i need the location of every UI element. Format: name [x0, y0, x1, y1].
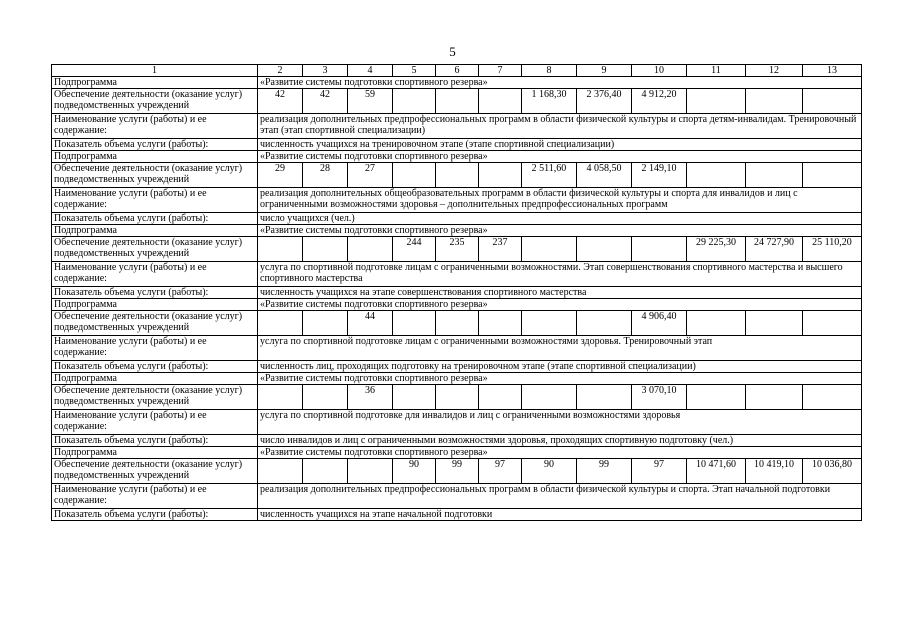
- volume-row: [52, 509, 862, 521]
- value-cell: [803, 163, 862, 188]
- service-label: Наименование услуги (работы) и ее содержание:: [52, 262, 258, 287]
- service-label: Наименование услуги (работы) и ее содержание:: [52, 336, 258, 361]
- volume-label: Показатель объема услуги (работы):: [52, 509, 258, 521]
- header-cell: 6: [436, 65, 479, 77]
- activity-label: Обеспечение деятельности (оказание услуг) подведомственных учреждений: [52, 385, 258, 410]
- value-cell: [746, 385, 803, 410]
- service-value: услуга по спортивной подготовке лицам с ограниченными возможностями здоровья. Тренировочный этап: [258, 336, 862, 361]
- program-table: [51, 64, 862, 521]
- service-value: реализация дополнительных общеобразовательных программ в области физической культуры и спорта для инвалидов и лиц с ограниченными возможностями здоровья – дополнительных предпрофессиональных программ: [258, 188, 862, 213]
- value-cell: 4 058,50: [577, 163, 632, 188]
- value-cell: [258, 385, 303, 410]
- volume-label: Показатель объема услуги (работы):: [52, 361, 258, 373]
- volume-row: [52, 213, 862, 225]
- value-cell: [393, 163, 436, 188]
- value-cell: 4 912,20: [632, 89, 687, 114]
- subprogram-row: [52, 77, 862, 89]
- subprogram-row: [52, 151, 862, 163]
- value-cell: 24 727,90: [746, 237, 803, 262]
- value-cell: 237: [479, 237, 522, 262]
- value-cell: [436, 385, 479, 410]
- header-cell: 2: [258, 65, 303, 77]
- value-cell: [803, 311, 862, 336]
- header-cell: 13: [803, 65, 862, 77]
- service-row: [52, 188, 862, 213]
- activity-label: Обеспечение деятельности (оказание услуг) подведомственных учреждений: [52, 237, 258, 262]
- value-cell: 4 906,40: [632, 311, 687, 336]
- activity-label: Обеспечение деятельности (оказание услуг) подведомственных учреждений: [52, 459, 258, 484]
- value-cell: [258, 311, 303, 336]
- value-cell: 97: [632, 459, 687, 484]
- value-cell: 90: [522, 459, 577, 484]
- subprogram-value: «Развитие системы подготовки спортивного резерва»: [258, 225, 862, 237]
- value-cell: 235: [436, 237, 479, 262]
- subprogram-row: [52, 225, 862, 237]
- value-cell: 29 225,30: [687, 237, 746, 262]
- subprogram-value: «Развитие системы подготовки спортивного резерва»: [258, 299, 862, 311]
- value-cell: [479, 163, 522, 188]
- page-number: 5: [449, 44, 456, 59]
- header-cell: 1: [52, 65, 258, 77]
- activity-row: [52, 311, 862, 336]
- header-cell: 5: [393, 65, 436, 77]
- service-row: [52, 484, 862, 509]
- service-row: [52, 114, 862, 139]
- service-value: услуга по спортивной подготовке лицам с ограниченными возможностями. Этап совершенствования спортивного мастерства и высшего спортивного мастерства: [258, 262, 862, 287]
- value-cell: 10 036,80: [803, 459, 862, 484]
- header-cell: 12: [746, 65, 803, 77]
- value-cell: [303, 311, 348, 336]
- value-cell: [393, 89, 436, 114]
- header-cell: 8: [522, 65, 577, 77]
- value-cell: [687, 311, 746, 336]
- service-row: [52, 336, 862, 361]
- volume-value: число инвалидов и лиц с ограниченными возможностями здоровья, проходящих спортивную подготовку (чел.): [258, 435, 862, 447]
- value-cell: 29: [258, 163, 303, 188]
- value-cell: 44: [348, 311, 393, 336]
- service-label: Наименование услуги (работы) и ее содержание:: [52, 188, 258, 213]
- value-cell: [258, 237, 303, 262]
- value-cell: [522, 385, 577, 410]
- volume-row: [52, 435, 862, 447]
- activity-row: [52, 237, 862, 262]
- subprogram-value: «Развитие системы подготовки спортивного резерва»: [258, 373, 862, 385]
- header-row: [52, 65, 862, 77]
- value-cell: [258, 459, 303, 484]
- value-cell: 28: [303, 163, 348, 188]
- volume-value: численность учащихся на этапе начальной подготовки: [258, 509, 862, 521]
- value-cell: [348, 459, 393, 484]
- header-cell: 10: [632, 65, 687, 77]
- value-cell: [348, 237, 393, 262]
- value-cell: 10 419,10: [746, 459, 803, 484]
- value-cell: 244: [393, 237, 436, 262]
- subprogram-label: Подпрограмма: [52, 373, 258, 385]
- value-cell: [393, 385, 436, 410]
- volume-row: [52, 287, 862, 299]
- value-cell: 2 376,40: [577, 89, 632, 114]
- value-cell: [436, 89, 479, 114]
- value-cell: [746, 163, 803, 188]
- volume-label: Показатель объема услуги (работы):: [52, 287, 258, 299]
- value-cell: 27: [348, 163, 393, 188]
- header-cell: 3: [303, 65, 348, 77]
- value-cell: [522, 237, 577, 262]
- subprogram-row: [52, 299, 862, 311]
- value-cell: [577, 385, 632, 410]
- service-row: [52, 410, 862, 435]
- subprogram-value: «Развитие системы подготовки спортивного резерва»: [258, 447, 862, 459]
- header-cell: 9: [577, 65, 632, 77]
- value-cell: 36: [348, 385, 393, 410]
- activity-row: [52, 459, 862, 484]
- volume-label: Показатель объема услуги (работы):: [52, 139, 258, 151]
- value-cell: [436, 163, 479, 188]
- subprogram-value: «Развитие системы подготовки спортивного резерва»: [258, 151, 862, 163]
- subprogram-label: Подпрограмма: [52, 77, 258, 89]
- subprogram-value: «Развитие системы подготовки спортивного резерва»: [258, 77, 862, 89]
- volume-value: число учащихся (чел.): [258, 213, 862, 225]
- value-cell: [522, 311, 577, 336]
- subprogram-row: [52, 447, 862, 459]
- value-cell: [803, 385, 862, 410]
- subprogram-label: Подпрограмма: [52, 447, 258, 459]
- value-cell: 2 511,60: [522, 163, 577, 188]
- service-label: Наименование услуги (работы) и ее содержание:: [52, 410, 258, 435]
- volume-label: Показатель объема услуги (работы):: [52, 435, 258, 447]
- service-value: услуга по спортивной подготовке для инвалидов и лиц с ограниченными возможностями здоровья: [258, 410, 862, 435]
- value-cell: [303, 385, 348, 410]
- value-cell: 42: [258, 89, 303, 114]
- value-cell: [393, 311, 436, 336]
- service-value: реализация дополнительных предпрофессиональных программ в области физической культуры и спорта. Этап начальной подготовки: [258, 484, 862, 509]
- header-cell: 11: [687, 65, 746, 77]
- activity-row: [52, 163, 862, 188]
- volume-value: численность учащихся на тренировочном этапе (этапе спортивной специализации): [258, 139, 862, 151]
- subprogram-label: Подпрограмма: [52, 299, 258, 311]
- value-cell: 90: [393, 459, 436, 484]
- value-cell: 99: [577, 459, 632, 484]
- subprogram-label: Подпрограмма: [52, 225, 258, 237]
- activity-row: [52, 89, 862, 114]
- subprogram-label: Подпрограмма: [52, 151, 258, 163]
- value-cell: 25 110,20: [803, 237, 862, 262]
- service-label: Наименование услуги (работы) и ее содержание:: [52, 114, 258, 139]
- header-cell: 7: [479, 65, 522, 77]
- value-cell: 3 070,10: [632, 385, 687, 410]
- value-cell: 59: [348, 89, 393, 114]
- value-cell: 10 471,60: [687, 459, 746, 484]
- value-cell: [303, 459, 348, 484]
- value-cell: [746, 311, 803, 336]
- value-cell: [436, 311, 479, 336]
- value-cell: [577, 237, 632, 262]
- value-cell: 1 168,30: [522, 89, 577, 114]
- volume-value: численность лиц, проходящих подготовку на тренировочном этапе (этапе спортивной специализации): [258, 361, 862, 373]
- value-cell: [479, 385, 522, 410]
- value-cell: [479, 89, 522, 114]
- volume-row: [52, 361, 862, 373]
- value-cell: [303, 237, 348, 262]
- value-cell: [687, 385, 746, 410]
- value-cell: [479, 311, 522, 336]
- value-cell: [577, 311, 632, 336]
- value-cell: 42: [303, 89, 348, 114]
- value-cell: [687, 163, 746, 188]
- header-cell: 4: [348, 65, 393, 77]
- volume-label: Показатель объема услуги (работы):: [52, 213, 258, 225]
- value-cell: [687, 89, 746, 114]
- value-cell: 2 149,10: [632, 163, 687, 188]
- subprogram-row: [52, 373, 862, 385]
- value-cell: 97: [479, 459, 522, 484]
- volume-row: [52, 139, 862, 151]
- activity-label: Обеспечение деятельности (оказание услуг) подведомственных учреждений: [52, 89, 258, 114]
- value-cell: 99: [436, 459, 479, 484]
- service-label: Наименование услуги (работы) и ее содержание:: [52, 484, 258, 509]
- service-value: реализация дополнительных предпрофессиональных программ в области физической культуры и спорта детям-инвалидам. Тренировочный этап (этап спортивной специализации): [258, 114, 862, 139]
- value-cell: [803, 89, 862, 114]
- activity-label: Обеспечение деятельности (оказание услуг) подведомственных учреждений: [52, 311, 258, 336]
- value-cell: [746, 89, 803, 114]
- activity-row: [52, 385, 862, 410]
- activity-label: Обеспечение деятельности (оказание услуг) подведомственных учреждений: [52, 163, 258, 188]
- value-cell: [632, 237, 687, 262]
- service-row: [52, 262, 862, 287]
- volume-value: численность учащихся на этапе совершенствования спортивного мастерства: [258, 287, 862, 299]
